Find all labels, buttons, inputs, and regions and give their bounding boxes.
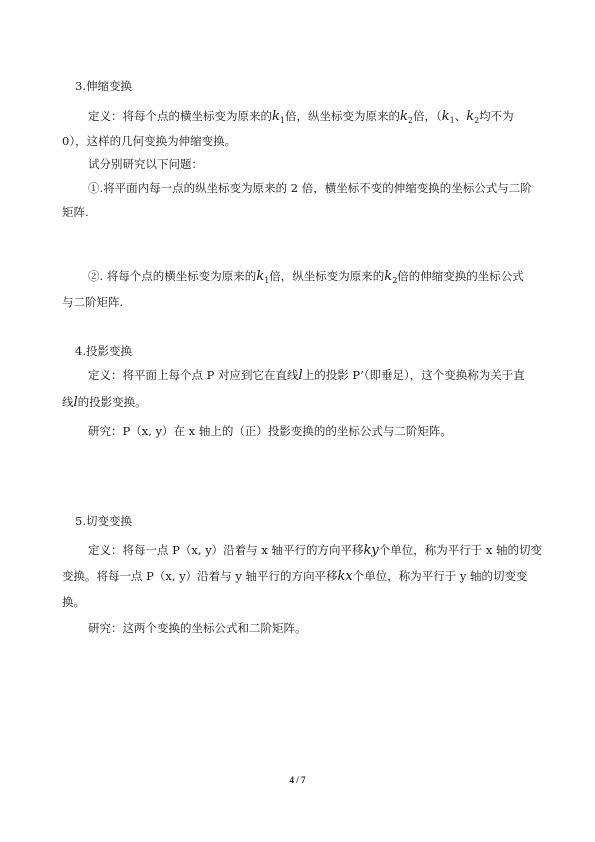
shear-study: 研究：这两个变换的坐标公式和二阶矩阵。 <box>88 621 307 635</box>
section-3-heading: 3.伸缩变换 <box>75 79 132 93</box>
k1-symbol: $k_1$ <box>441 109 455 125</box>
projection-definition-line-1: 定义：将平面上每个点 P 对应到它在直线l上的投影 P’（即垂足），这个变换称为关于直 <box>88 368 525 383</box>
question-2-line-2: 与二阶矩阵. <box>62 295 124 309</box>
l-symbol: l <box>73 395 78 410</box>
projection-definition-line-2: 线l的投影变换。 <box>62 395 147 410</box>
kx-symbol: kx <box>337 569 353 584</box>
l-symbol: l <box>298 368 303 383</box>
k2-symbol: $k_2$ <box>384 269 398 285</box>
shear-definition-line-3: 换。 <box>62 595 85 609</box>
ky-symbol: ky <box>363 543 379 558</box>
shear-definition-line-2: 变换。将每一点 P（x, y）沿着与 y 轴平行的方向平移kx个单位，称为平行于 y 轴的切变变 <box>62 569 528 584</box>
question-2-line-1: ②. 将每个点的横坐标变为原来的$k_1$倍，纵坐标变为原来的$k_2$倍的伸缩变换的坐标公式 <box>88 269 524 285</box>
k2-symbol: $k_2$ <box>399 109 413 125</box>
stretch-definition-line-2: 0），这样的几何变换为伸缩变换。 <box>62 134 237 148</box>
stretch-intro: 试分别研究以下问题： <box>88 157 203 171</box>
k1-symbol: $k_1$ <box>256 269 270 285</box>
shear-definition-line-1: 定义：将每一点 P（x, y）沿着与 x 轴平行的方向平移ky个单位，称为平行于 x 轴的切变 <box>88 543 543 558</box>
stretch-definition-line-1: 定义：将每个点的横坐标变为原来的$k_1$倍，纵坐标变为原来的$k_2$倍，（$k_1$、$k_2$均不为 <box>88 109 514 125</box>
section-5-heading: 5.切变变换 <box>75 514 132 528</box>
page-number: 4 / 7 <box>289 775 306 785</box>
question-1-line-2: 矩阵. <box>62 205 89 219</box>
k2-symbol: $k_2$ <box>466 109 480 125</box>
projection-study: 研究：P（x, y）在 x 轴上的（正）投影变换的的坐标公式与二阶矩阵。 <box>88 424 452 438</box>
k1-symbol: $k_1$ <box>272 109 285 125</box>
section-4-heading: 4.投影变换 <box>75 344 132 358</box>
question-1-line-1: ①.将平面内每一点的纵坐标变为原来的 2 倍，横坐标不变的伸缩变换的坐标公式与二阶 <box>88 181 532 195</box>
